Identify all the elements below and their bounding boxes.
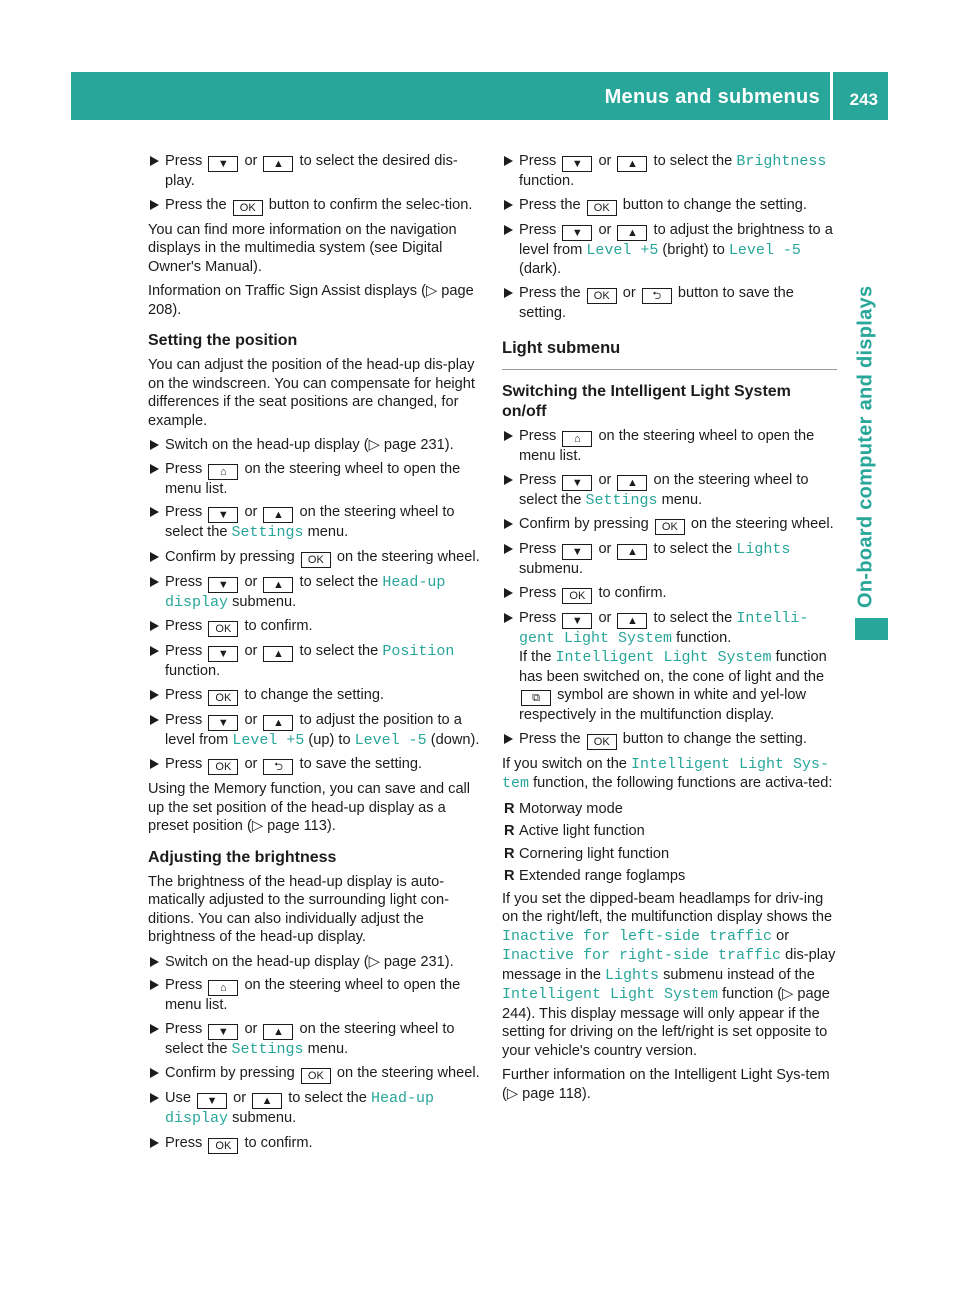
step: Press OK or ⮌ to save the setting. bbox=[148, 755, 483, 775]
section-heading: Light submenu bbox=[502, 339, 621, 357]
ok-button-icon: OK bbox=[208, 1138, 238, 1154]
down-arrow-icon: ▼ bbox=[562, 156, 592, 172]
side-chapter-marker bbox=[855, 618, 888, 640]
home-icon: ⌂ bbox=[208, 464, 238, 480]
ok-button-icon: OK bbox=[587, 200, 617, 216]
subheading: Adjusting the brightness bbox=[148, 848, 337, 866]
step: Press ▼ or ▲ on the steering wheel to select the Settings menu. bbox=[148, 1020, 483, 1060]
step: Press OK to change the setting. bbox=[148, 686, 483, 706]
step: Press OK to confirm. bbox=[502, 584, 837, 604]
subheading: Setting the position bbox=[148, 332, 298, 349]
home-icon: ⌂ bbox=[562, 431, 592, 447]
step: Press ▼ or ▲ to select the desired dis-play. bbox=[148, 152, 483, 191]
up-arrow-icon: ▲ bbox=[617, 613, 647, 629]
up-arrow-icon: ▲ bbox=[263, 507, 293, 523]
side-chapter-title: On-board computer and displays bbox=[854, 285, 877, 608]
up-arrow-icon: ▲ bbox=[263, 156, 293, 172]
header-title: Menus and submenus bbox=[604, 86, 820, 108]
list-item: R Active light function bbox=[502, 822, 837, 841]
ok-button-icon: OK bbox=[208, 690, 238, 706]
paragraph: You can adjust the position of the head-up dis-play on the windscreen. You can compensate for height differences if the seat positions are changed, for example. bbox=[148, 357, 475, 429]
up-arrow-icon: ▲ bbox=[263, 715, 293, 731]
back-icon: ⮌ bbox=[263, 759, 293, 775]
up-arrow-icon: ▲ bbox=[263, 1024, 293, 1040]
step: Press ▼ or ▲ to select the Lights submenu. bbox=[502, 540, 837, 579]
down-arrow-icon: ▼ bbox=[562, 475, 592, 491]
down-arrow-icon: ▼ bbox=[197, 1093, 227, 1109]
paragraph: Information on Traffic Sign Assist displays (▷ page 208). bbox=[148, 283, 474, 318]
header-divider bbox=[830, 72, 833, 120]
step: Press ▼ or ▲ to select the Brightness function. bbox=[502, 152, 837, 191]
step: Press ⌂ on the steering wheel to open the menu list. bbox=[502, 427, 837, 466]
left-column bbox=[148, 152, 483, 1159]
up-arrow-icon: ▲ bbox=[617, 544, 647, 560]
list-item: R Motorway mode bbox=[502, 800, 837, 819]
ok-button-icon: OK bbox=[208, 759, 238, 775]
paragraph: The brightness of the head-up display is auto-matically adjusted to the surrounding light con-ditions. You can also individually adjust the brightness of the head-up display. bbox=[148, 873, 449, 945]
paragraph: Further information on the Intelligent Light Sys-tem (▷ page 118). bbox=[502, 1067, 830, 1102]
ok-button-icon: OK bbox=[655, 519, 685, 535]
ok-button-icon: OK bbox=[562, 588, 592, 604]
step: Confirm by pressing OK on the steering wheel. bbox=[148, 1064, 483, 1084]
header-bar bbox=[71, 72, 888, 120]
step: Switch on the head-up display (▷ page 231). bbox=[148, 436, 483, 455]
right-column bbox=[502, 152, 837, 1109]
down-arrow-icon: ▼ bbox=[208, 156, 238, 172]
light-system-icon: ⧉ bbox=[521, 690, 551, 706]
ok-button-icon: OK bbox=[301, 1068, 331, 1084]
step: Press ▼ or ▲ to select the Position function. bbox=[148, 642, 483, 681]
ok-button-icon: OK bbox=[233, 200, 263, 216]
up-arrow-icon: ▲ bbox=[617, 225, 647, 241]
list-item: R Cornering light function bbox=[502, 845, 837, 864]
step: Press ▼ or ▲ to select the Head-up display submenu. bbox=[148, 573, 483, 613]
down-arrow-icon: ▼ bbox=[562, 544, 592, 560]
up-arrow-icon: ▲ bbox=[252, 1093, 282, 1109]
up-arrow-icon: ▲ bbox=[617, 156, 647, 172]
ok-button-icon: OK bbox=[208, 621, 238, 637]
down-arrow-icon: ▼ bbox=[208, 577, 238, 593]
step: Press the OK button to change the setting. bbox=[502, 196, 837, 216]
paragraph: Using the Memory function, you can save and call up the set position of the head-up display as a preset position (▷ page 113). bbox=[148, 781, 471, 834]
down-arrow-icon: ▼ bbox=[208, 715, 238, 731]
step: Press OK to confirm. bbox=[148, 617, 483, 637]
section-divider bbox=[502, 369, 837, 370]
step: Press OK to confirm. bbox=[148, 1134, 483, 1154]
step: Confirm by pressing OK on the steering wheel. bbox=[502, 515, 837, 535]
paragraph: If you switch on the Intelligent Light Sys-tem function, the following functions are activa-ted: bbox=[502, 755, 833, 792]
ok-button-icon: OK bbox=[587, 734, 617, 750]
paragraph: You can find more information on the navigation displays in the multimedia system (see Digital Owner's Manual). bbox=[148, 221, 457, 275]
up-arrow-icon: ▲ bbox=[263, 646, 293, 662]
down-arrow-icon: ▼ bbox=[208, 507, 238, 523]
down-arrow-icon: ▼ bbox=[562, 225, 592, 241]
down-arrow-icon: ▼ bbox=[208, 646, 238, 662]
back-icon: ⮌ bbox=[642, 288, 672, 304]
home-icon: ⌂ bbox=[208, 980, 238, 996]
step: Press ⌂ on the steering wheel to open the menu list. bbox=[148, 976, 483, 1015]
paragraph: If you set the dipped-beam headlamps for driv-ing on the right/left, the multifunction display shows the Inactive for left-side traffic or Inactive for right-side traffic dis-play message in the Lights submenu instead of the Intelligent Light System function (▷ page 244). This display message will only appear if the setting for driving on the left/right is set opposite to your vehicle's country version. bbox=[502, 890, 836, 1059]
step: Press the OK button to confirm the selec-tion. bbox=[148, 196, 483, 216]
step: Use ▼ or ▲ to select the Head-up display submenu. bbox=[148, 1089, 483, 1129]
ok-button-icon: OK bbox=[587, 288, 617, 304]
subheading: Switching the Intelligent Light System on/off bbox=[502, 383, 791, 420]
step: Press ⌂ on the steering wheel to open the menu list. bbox=[148, 460, 483, 499]
up-arrow-icon: ▲ bbox=[263, 577, 293, 593]
step: Press ▼ or ▲ on the steering wheel to select the Settings menu. bbox=[148, 503, 483, 543]
down-arrow-icon: ▼ bbox=[562, 613, 592, 629]
ok-button-icon: OK bbox=[301, 552, 331, 568]
page-number: 243 bbox=[849, 90, 878, 109]
up-arrow-icon: ▲ bbox=[617, 475, 647, 491]
step: Press ▼ or ▲ to select the Intelli-gent Light System function. If the Intelligent Light System function has been switched on, the cone of light and the ⧉ symbol are shown in white and yel-low respectively in the multifunction display. bbox=[502, 609, 837, 725]
step: Press ▼ or ▲ on the steering wheel to select the Settings menu. bbox=[502, 471, 837, 511]
step: Switch on the head-up display (▷ page 231). bbox=[148, 953, 483, 972]
step: Press ▼ or ▲ to adjust the position to a level from Level +5 (up) to Level -5 (down). bbox=[148, 711, 483, 751]
step: Confirm by pressing OK on the steering wheel. bbox=[148, 548, 483, 568]
down-arrow-icon: ▼ bbox=[208, 1024, 238, 1040]
step: Press ▼ or ▲ to adjust the brightness to a level from Level +5 (bright) to Level -5 (dark). bbox=[502, 221, 837, 279]
list-item: R Extended range foglamps bbox=[502, 867, 837, 886]
step: Press the OK button to change the setting. bbox=[502, 730, 837, 750]
step: Press the OK or ⮌ button to save the setting. bbox=[502, 284, 837, 323]
